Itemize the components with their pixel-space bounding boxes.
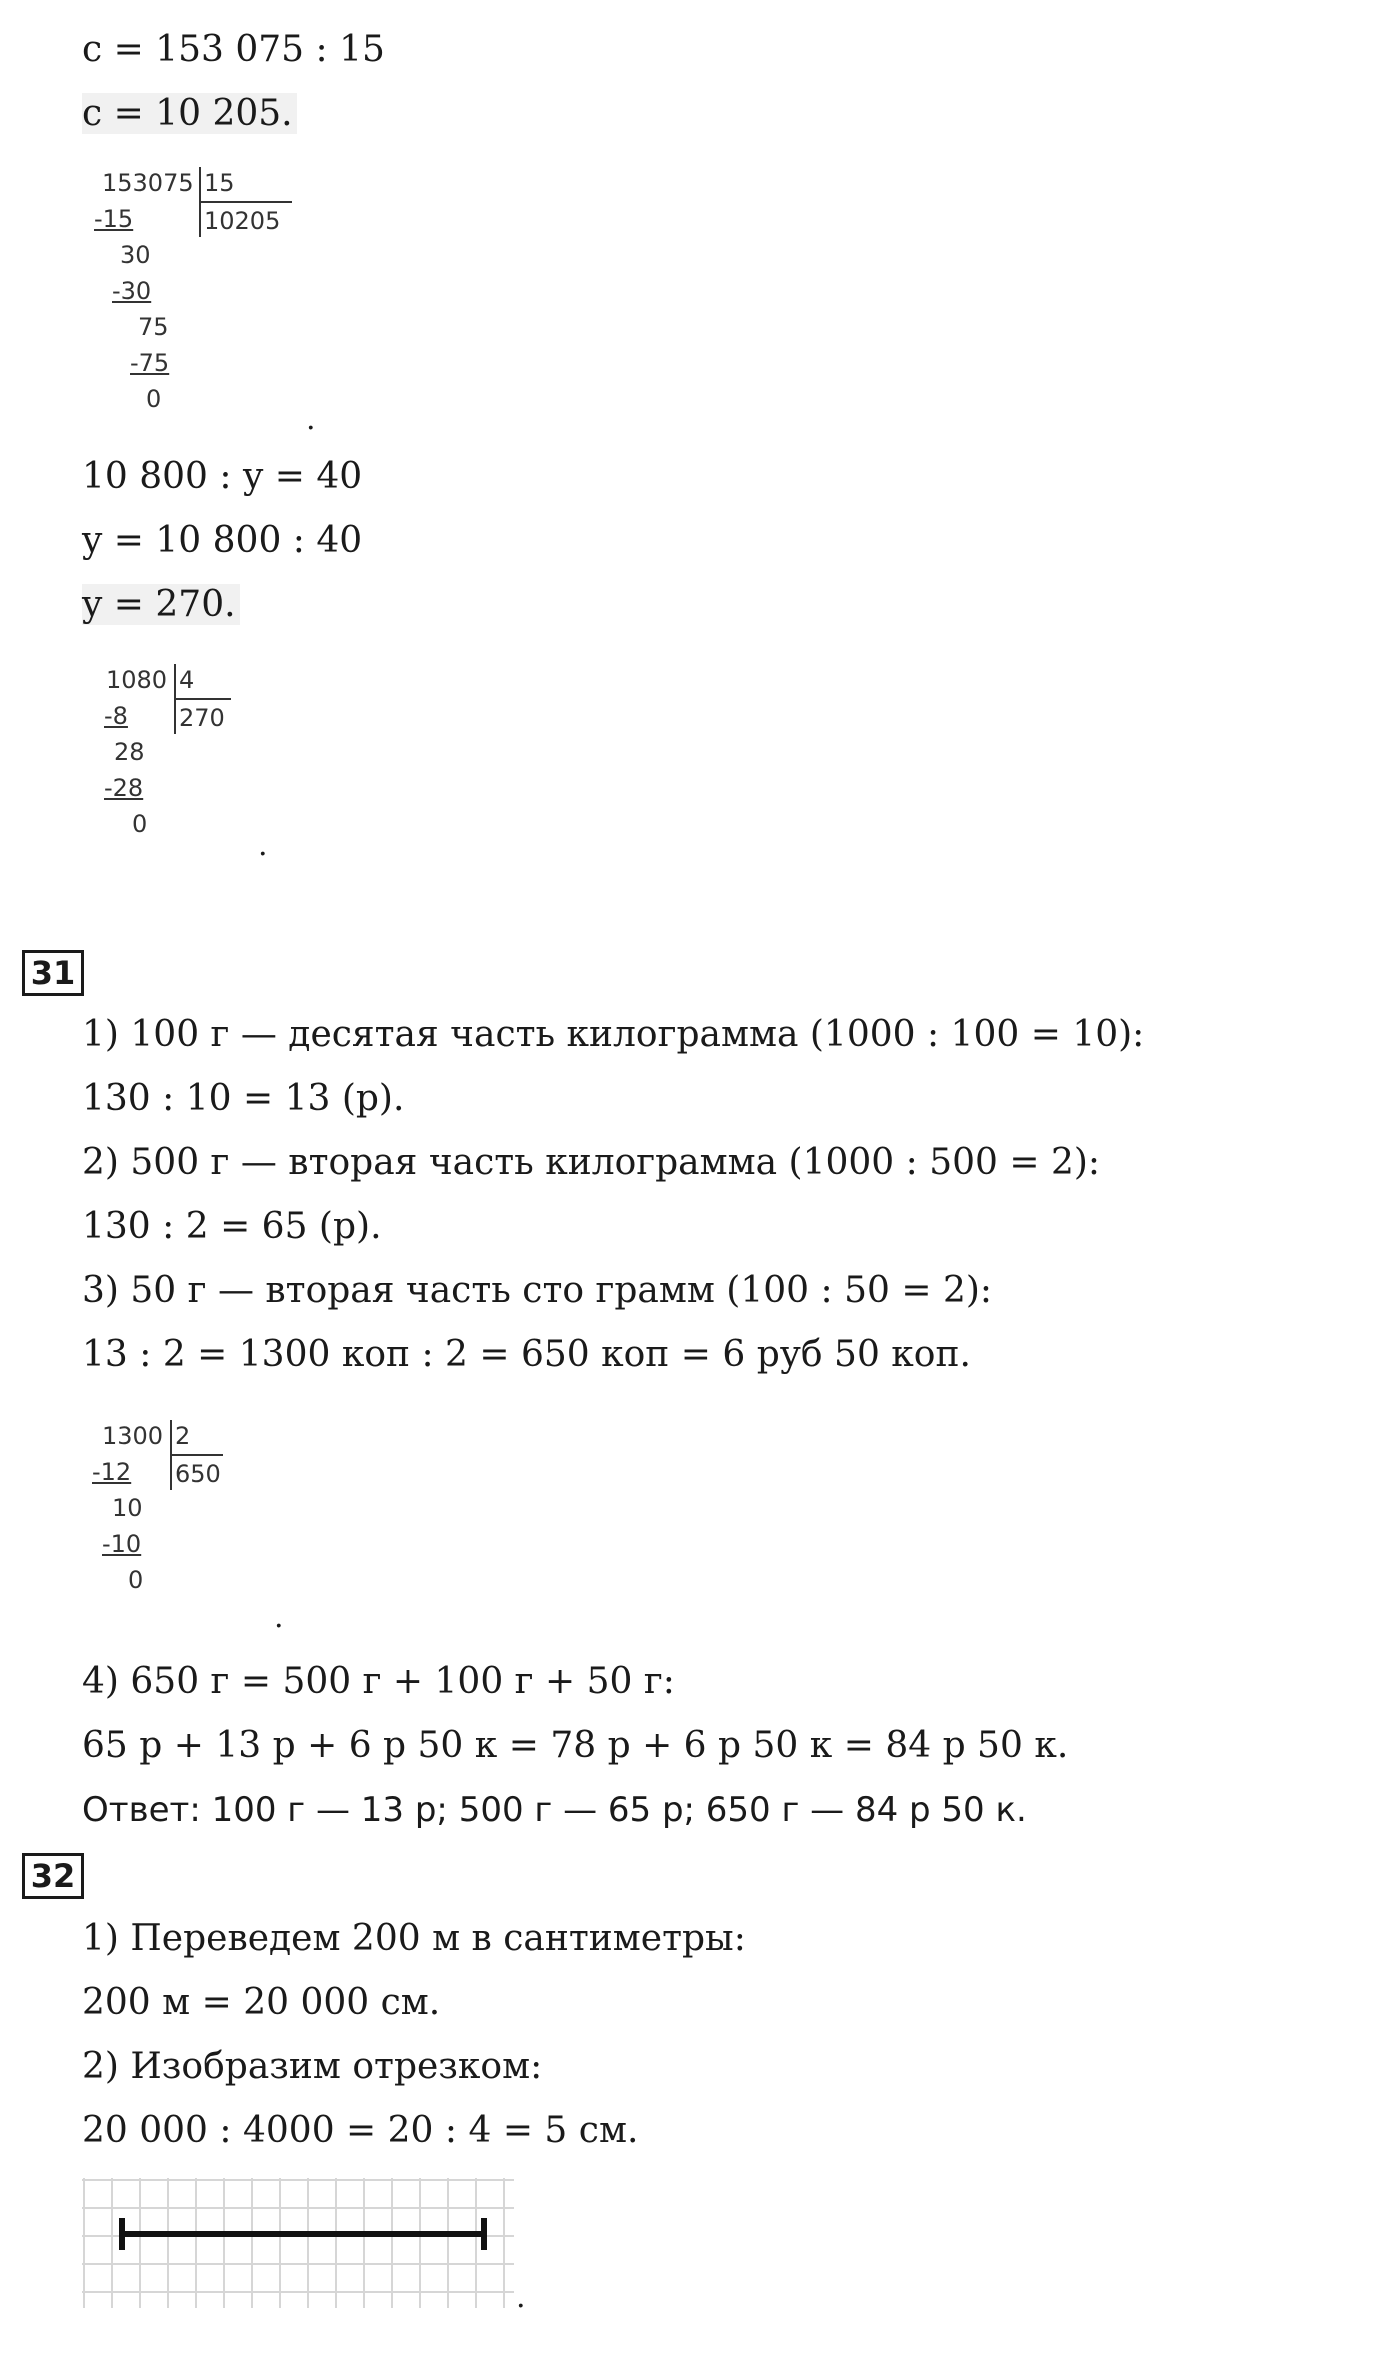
step: 10 [112,1494,143,1522]
quotient: 650 [175,1460,221,1488]
step: -10 [102,1530,142,1558]
step: 0 [128,1566,144,1594]
task32-line: 200 м = 20 000 см. [82,1982,441,2023]
long-division-1300 [92,1418,248,1608]
equation-y-expression: y = 10 800 : 40 [82,520,363,561]
dividend: 1300 [102,1422,164,1450]
step: 30 [120,241,151,269]
step: -28 [104,774,144,802]
step: 75 [138,313,169,341]
quotient: 270 [179,704,225,732]
step: 28 [114,738,145,766]
task31-line: 1) 100 г — десятая часть килограмма (1000 : 100 = 10): [82,1014,1145,1055]
step: -8 [104,702,128,730]
period-mark: . [516,2280,526,2315]
task32-line: 20 000 : 4000 = 20 : 4 = 5 см. [82,2110,639,2151]
step: -30 [112,277,152,305]
task31-line: 13 : 2 = 1300 коп : 2 = 650 коп = 6 руб 50 коп. [82,1334,971,1375]
quotient: 10205 [204,207,281,235]
divisor: 2 [175,1422,191,1450]
task31-line: 3) 50 г — вторая часть сто грамм (100 : 50 = 2): [82,1270,993,1311]
dividend: 153075 [102,169,194,197]
long-division-1080 [106,662,256,852]
step: -75 [130,349,170,377]
task31-line: 130 : 2 = 65 (р). [82,1206,382,1247]
equation-c-result: c = 10 205. [82,92,297,136]
step: 0 [146,385,162,413]
task31-line: 2) 500 г — вторая часть килограмма (1000 : 500 = 2): [82,1142,1101,1183]
period-mark: . [306,402,316,437]
long-division-153075 [96,165,296,425]
task31-line: 130 : 10 = 13 (р). [82,1078,405,1119]
period-mark: . [274,1600,284,1635]
equation-c-definition: c = 153 075 : 15 [82,29,385,70]
dividend: 1080 [106,666,168,694]
task32-line: 2) Изобразим отрезком: [82,2046,543,2087]
task32-line: 1) Переведем 200 м в сантиметры: [82,1918,746,1959]
step: 0 [132,810,148,838]
divisor: 15 [204,169,235,197]
segment-5cm [122,2218,484,2250]
equation-y-definition: 10 800 : y = 40 [82,456,363,497]
task-number-31: 31 [22,950,84,996]
divisor: 4 [179,666,195,694]
step: -12 [92,1458,132,1486]
task31-answer: Ответ: 100 г — 13 р; 500 г — 65 р; 650 г — 84 р 50 к. [82,1790,1027,1830]
task-number-32: 32 [22,1853,84,1899]
equation-y-result: y = 270. [82,583,240,627]
segment-grid [82,2178,514,2308]
task31-line: 65 р + 13 р + 6 р 50 к = 78 р + 6 р 50 к = 84 р 50 к. [82,1725,1069,1766]
period-mark: . [258,828,268,863]
step: -15 [94,205,134,233]
task31-line: 4) 650 г = 500 г + 100 г + 50 г: [82,1661,675,1702]
